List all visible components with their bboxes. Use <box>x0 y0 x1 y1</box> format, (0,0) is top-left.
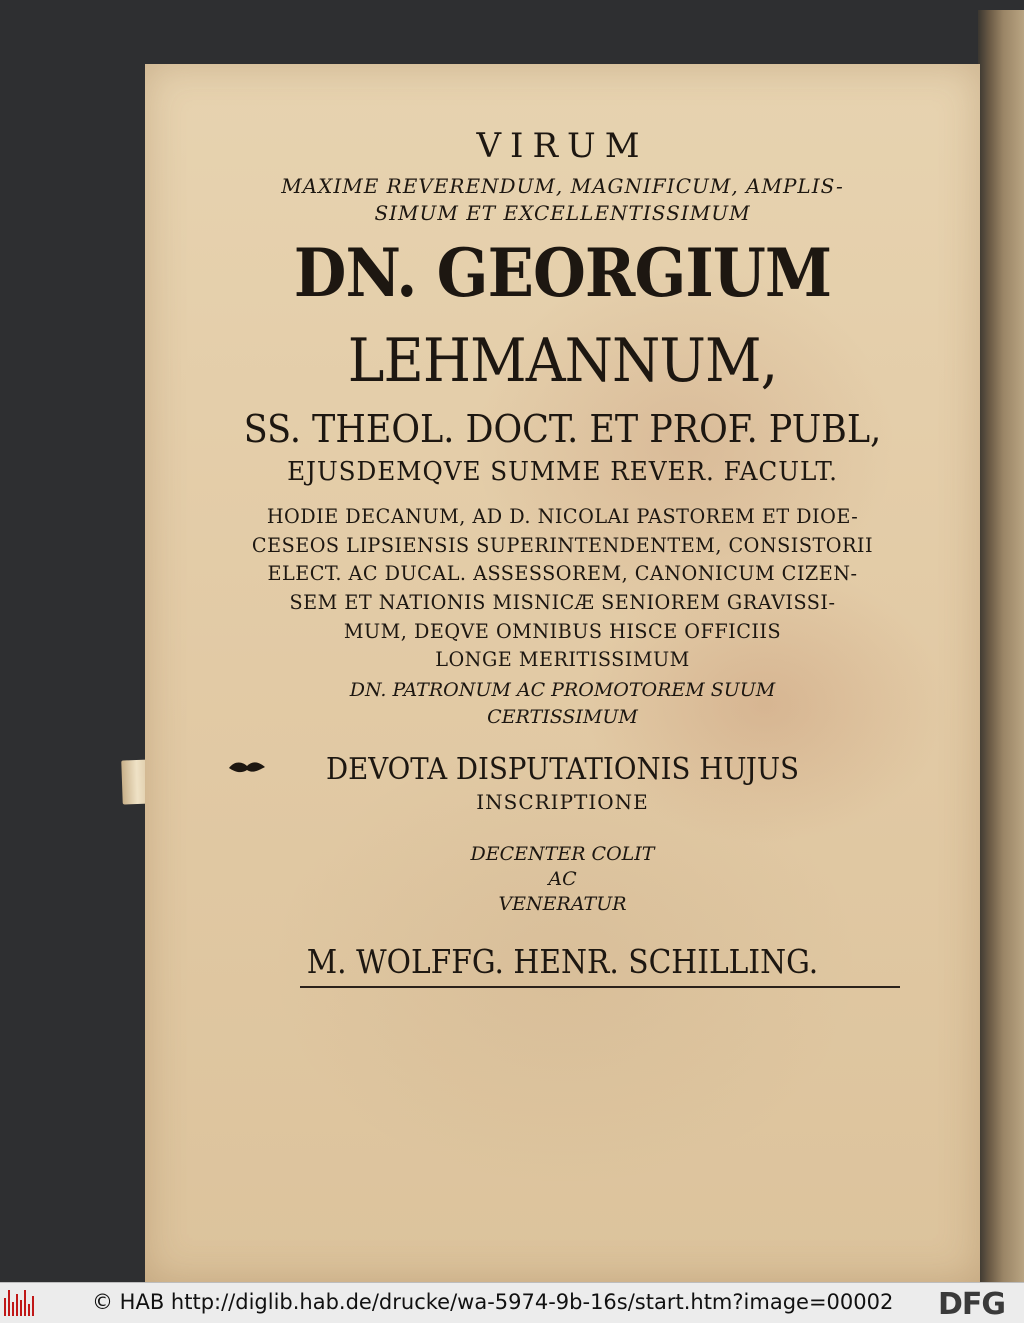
line-veneratur: VENERATUR <box>498 893 627 915</box>
title-page <box>145 64 980 1282</box>
underline-rule <box>300 986 900 988</box>
line-titles: SS. THEOL. DOCT. ET PROF. PUBL, <box>243 407 882 451</box>
hab-logo-icon <box>4 1290 34 1316</box>
viewer-footer <box>0 1282 1024 1323</box>
line-ac: AC <box>548 868 577 890</box>
name-georgium: DN. GEORGIUM <box>293 234 832 312</box>
line-hodie: HODIE DECANUM, AD D. NICOLAI PASTOREM ET DIOE- <box>266 504 859 528</box>
dfg-logo: DFG <box>938 1287 1006 1322</box>
line-decenter-colit: DECENTER COLIT <box>470 843 655 865</box>
adjacent-page-edge <box>978 10 1024 1282</box>
line-ejusdem: EJUSDEMQVE SUMME REVER. FACULT. <box>287 457 838 487</box>
line-inscriptione: INSCRIPTIONE <box>476 790 649 814</box>
line-simum: SIMUM ET EXCELLENTISSIMUM <box>374 201 751 225</box>
line-ceseos: CESEOS LIPSIENSIS SUPERINTENDENTEM, CONSISTORII <box>251 533 874 557</box>
name-lehmannum: LEHMANNUM, <box>347 326 778 396</box>
line-sem: SEM ET NATIONIS MISNICÆ SENIOREM GRAVISSI- <box>289 590 836 614</box>
author-name: M. WOLFFG. HENR. SCHILLING. <box>306 942 819 981</box>
heading-virum: VIRUM <box>476 126 649 166</box>
line-mum: MUM, DEQVE OMNIBUS HISCE OFFICIIS <box>343 619 782 643</box>
source-url-link[interactable]: © HAB http://diglib.hab.de/drucke/wa-5974-9b-16s/start.htm?image=00002 <box>92 1290 894 1314</box>
line-maxime: MAXIME REVERENDUM, MAGNIFICUM, AMPLIS- <box>281 174 844 198</box>
line-devota: DEVOTA DISPUTATIONIS HUJUS <box>325 752 800 787</box>
line-elect: ELECT. AC DUCAL. ASSESSOREM, CANONICUM CIZEN- <box>267 561 858 585</box>
line-patronum: DN. PATRONUM AC PROMOTOREM SUUM <box>349 679 776 701</box>
line-certissimum: CERTISSIMUM <box>487 706 638 728</box>
line-longe: LONGE MERITISSIMUM <box>435 647 690 671</box>
